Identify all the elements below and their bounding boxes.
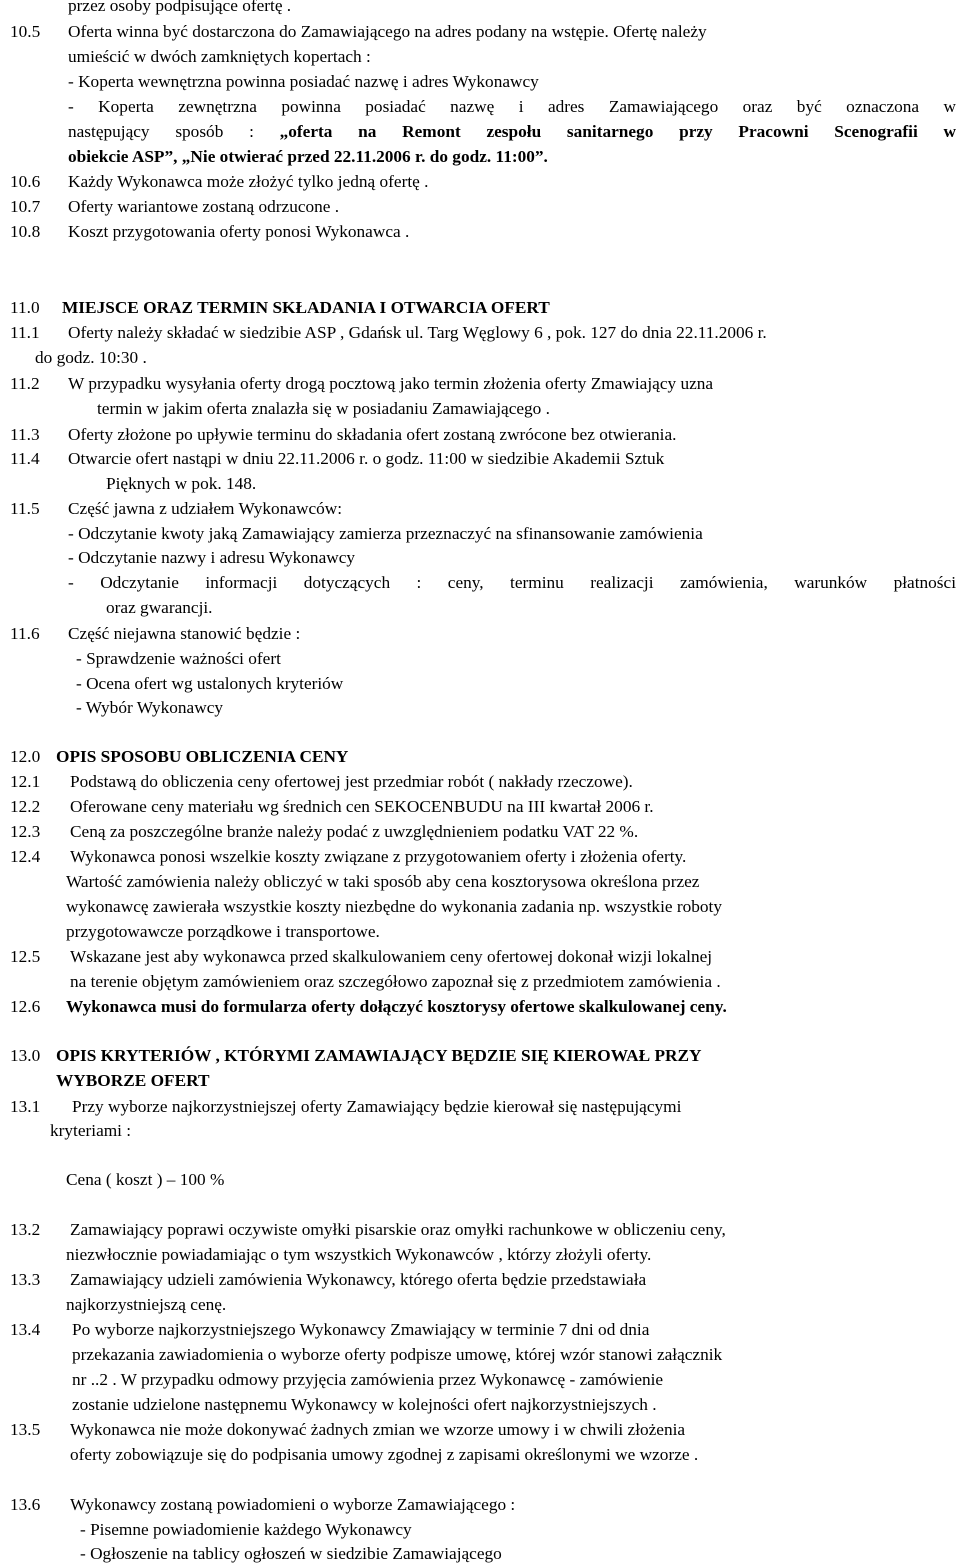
s12-4-number: 12.4 [10, 847, 41, 866]
s13-0-number: 13.0 [10, 1046, 41, 1065]
s13-1-price-criterion: Cena ( koszt ) – 100 % [66, 1170, 225, 1189]
s13-4-text: Po wyborze najkorzystniejszego Wykonawcy Zmawiający w terminie 7 dni od dnia [72, 1320, 650, 1339]
s11-1-text: Oferty należy składać w siedzibie ASP , Gdańsk ul. Targ Węglowy 6 , pok. 127 do dnia 22.11.2006 r. [68, 323, 767, 342]
s10-5-text: Oferta winna być dostarczona do Zamawiającego na adres podany na wstępie. Ofertę należy [68, 22, 707, 41]
s11-6-item-1: - Sprawdzenie ważności ofert [76, 649, 281, 668]
s10-6-number: 10.6 [10, 172, 41, 191]
s13-6-item-2: - Ogłoszenie na tablicy ogłoszeń w siedzibie Zamawiającego [80, 1544, 502, 1563]
s12-4-line2: Wartość zamówienia należy obliczyć w taki sposób aby cena kosztorysowa określona przez [66, 872, 700, 891]
s13-6-item-1: - Pisemne powiadomienie każdego Wykonawcy [80, 1520, 412, 1539]
s12-5-text: Wskazane jest aby wykonawca przed skalkulowaniem ceny ofertowej dokonał wizji lokalnej [70, 947, 713, 966]
s12-2-text: Oferowane ceny materiału wg średnich cen SEKOCENBUDU na III kwartał 2006 r. [70, 797, 654, 816]
s12-1-text: Podstawą do obliczenia ceny ofertowej jest przedmiar robót ( nakłady rzeczowe). [70, 772, 633, 791]
s13-1-number: 13.1 [10, 1097, 41, 1116]
s12-4-text: Wykonawca ponosi wszelkie koszty związane z przygotowaniem oferty i złożenia oferty. [70, 847, 687, 866]
s11-0-number: 11.0 [10, 298, 40, 317]
s13-6-text: Wykonawcy zostaną powiadomieni o wyborze Zamawiającego : [70, 1495, 516, 1514]
s11-6-item-2: - Ocena ofert wg ustalonych kryteriów [76, 674, 344, 693]
s12-0-heading: OPIS SPOSOBU OBLICZENIA CENY [56, 747, 349, 766]
s10-7-text: Oferty wariantowe zostaną odrzucone . [68, 197, 340, 216]
s11-0-heading: MIEJSCE ORAZ TERMIN SKŁADANIA I OTWARCIA OFERT [62, 298, 550, 317]
s11-5-item-2: - Odczytanie nazwy i adresu Wykonawcy [68, 548, 356, 567]
s11-5-item-3-line2: oraz gwarancji. [106, 598, 213, 617]
s12-5-line2: na terenie objętym zamówieniem oraz szczegółowo zapoznał się z przedmiotem zamówienia . [70, 972, 721, 991]
s10-8-text: Koszt przygotowania oferty ponosi Wykonawca . [68, 222, 410, 241]
s11-2-line2: termin w jakim oferta znalazła się w posiadaniu Zamawiającego . [97, 399, 550, 418]
s11-4-number: 11.4 [10, 449, 40, 468]
s11-2-text: W przypadku wysyłania oferty drogą pocztową jako termin złożenia oferty Zmawiający uzna [68, 374, 714, 393]
s13-1-text: Przy wyborze najkorzystniejszej oferty Zamawiający będzie kierował się następującymi [72, 1097, 682, 1116]
s12-1-number: 12.1 [10, 772, 41, 791]
s13-2-text: Zamawiający poprawi oczywiste omyłki pisarskie oraz omyłki rachunkowe w obliczeniu ceny, [70, 1220, 726, 1239]
s12-4-line4: przygotowawcze porządkowe i transportowe. [66, 922, 380, 941]
s10-6-text: Każdy Wykonawca może złożyć tylko jedną ofertę . [68, 172, 429, 191]
s12-5-number: 12.5 [10, 947, 41, 966]
s12-6-text: Wykonawca musi do formularza oferty dołączyć kosztorysy ofertowe skalkulowanej ceny. [66, 997, 727, 1016]
s10-continuation: przez osoby podpisujące ofertę . [68, 0, 292, 15]
s13-6-number: 13.6 [10, 1495, 41, 1514]
s10-5-envelope-inner: - Koperta wewnętrzna powinna posiadać nazwę i adres Wykonawcy [68, 72, 539, 91]
s10-5-marking [68, 120, 956, 145]
s13-3-text: Zamawiający udzieli zamówienia Wykonawcy, którego oferta będzie przedstawiała [70, 1270, 647, 1289]
s10-5-line2: umieścić w dwóch zamkniętych kopertach : [68, 47, 371, 66]
s11-5-item-1: - Odczytanie kwoty jaką Zamawiający zamierza przeznaczyć na sfinansowanie zamówienia [68, 524, 703, 543]
s11-5-text: Część jawna z udziałem Wykonawców: [68, 499, 343, 518]
s11-3-number: 11.3 [10, 425, 40, 444]
s11-1-number: 11.1 [10, 323, 40, 342]
s12-4-line3: wykonawcę zawierała wszystkie koszty niezbędne do wykonania zadania np. wszystkie roboty [66, 897, 722, 916]
s10-5-number: 10.5 [10, 22, 41, 41]
s11-5-number: 11.5 [10, 499, 40, 518]
s12-0-number: 12.0 [10, 747, 41, 766]
s13-2-number: 13.2 [10, 1220, 41, 1239]
s11-3-text: Oferty złożone po upływie terminu do składania ofert zostaną zwrócone bez otwierania. [68, 425, 677, 444]
s13-0-heading-line2: WYBORZE OFERT [56, 1071, 210, 1090]
s11-2-number: 11.2 [10, 374, 40, 393]
s10-7-number: 10.7 [10, 197, 41, 216]
s12-3-text: Ceną za poszczególne branże należy podać z uwzględnieniem podatku VAT 22 %. [70, 822, 639, 841]
s13-0-heading: OPIS KRYTERIÓW , KTÓRYMI ZAMAWIAJĄCY BĘDZIE SIĘ KIEROWAŁ PRZY [56, 1046, 702, 1065]
s13-5-text: Wykonawca nie może dokonywać żadnych zmian we wzorze umowy i w chwili złożenia [70, 1420, 686, 1439]
s11-6-item-3: - Wybór Wykonawcy [76, 698, 224, 717]
s13-2-line2: niezwłocznie powiadamiając o tym wszystkich Wykonawców , którzy złożyli oferty. [66, 1245, 652, 1264]
s10-5-envelope-outer: - Koperta zewnętrzna powinna posiadać nazwę i adres Zamawiającego oraz być oznaczona w [68, 97, 956, 116]
s13-4-line3: nr ..2 . W przypadku odmowy przyjęcia zamówienia przez Wykonawcę - zamówienie [72, 1370, 664, 1389]
s11-6-number: 11.6 [10, 624, 40, 643]
s12-2-number: 12.2 [10, 797, 41, 816]
s11-4-text: Otwarcie ofert nastąpi w dniu 22.11.2006 r. o godz. 11:00 w siedzibie Akademii Sztuk [68, 449, 665, 468]
s13-4-line2: przekazania zawiadomienia o wyborze oferty podpisze umowę, której wzór stanowi załącznik [72, 1345, 723, 1364]
s12-3-number: 12.3 [10, 822, 41, 841]
s10-5-marking-bold: „oferta na Remont zespołu sanitarnego przy Pracowni Scenografii w [279, 122, 956, 141]
s13-5-line2: oferty zobowiązuje się do podpisania umowy zgodnej z zapisami określonymi we wzorze . [70, 1445, 699, 1464]
s13-4-number: 13.4 [10, 1320, 41, 1339]
s13-1-line2: kryteriami : [50, 1121, 132, 1140]
s13-3-line2: najkorzystniejszą cenę. [66, 1295, 227, 1314]
s11-6-text: Część niejawna stanowić będzie : [68, 624, 301, 643]
s11-1-line2: do godz. 10:30 . [35, 348, 147, 367]
s13-4-line4: zostanie udzielone następnemu Wykonawcy w kolejności ofert najkorzystniejszych . [72, 1395, 657, 1414]
s10-5-marking-cont: obiekcie ASP”, „Nie otwierać przed 22.11.2006 r. do godz. 11:00”. [68, 147, 548, 166]
s10-5-marking-lead: następujący sposób : [68, 122, 280, 141]
s13-3-number: 13.3 [10, 1270, 41, 1289]
s11-4-line2: Pięknych w pok. 148. [106, 474, 257, 493]
s11-5-item-3: - Odczytanie informacji dotyczących : ceny, terminu realizacji zamówienia, warunków płatności [68, 573, 956, 592]
s13-5-number: 13.5 [10, 1420, 41, 1439]
s10-8-number: 10.8 [10, 222, 41, 241]
s12-6-number: 12.6 [10, 997, 41, 1016]
